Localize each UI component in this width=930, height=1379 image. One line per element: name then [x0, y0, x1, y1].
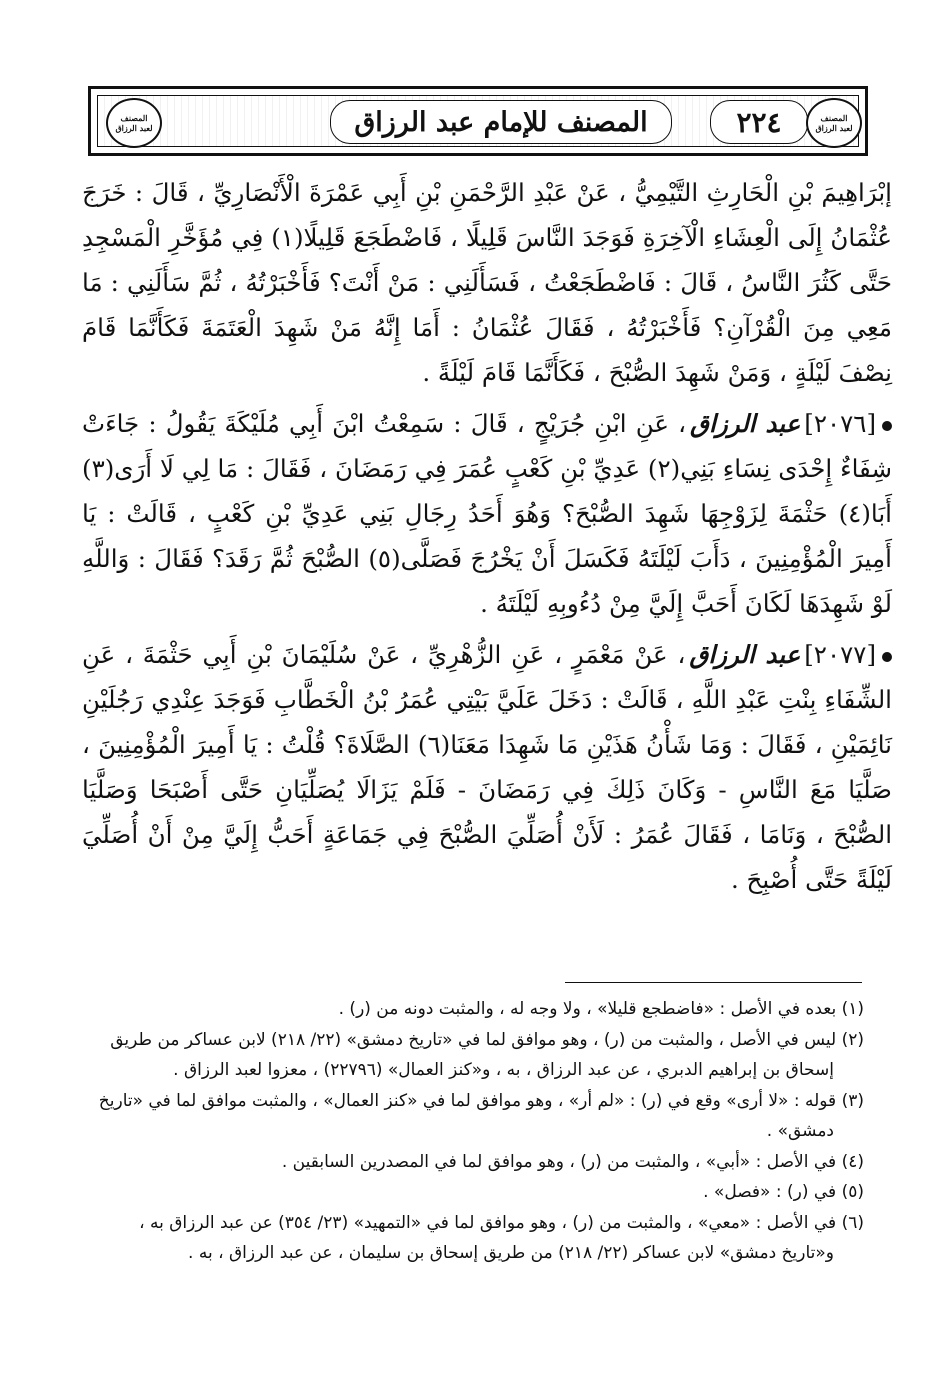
running-title: المصنف للإمام عبد الرزاق — [330, 100, 672, 144]
hadith-continuation: إبْرَاهِيمَ بْنِ الْحَارِثِ التَّيْمِيُّ ، عَنْ عَبْدِ الرَّحْمَنِ بْنِ أَبِي عَمْرَةَ الْأَنْصَارِيِّ ، قَالَ : خَرَجَ عُثْمَانُ إِلَى الْعِشَاءِ الْآخِرَةِ فَوَجَدَ النَّاسَ قَلِيلًا ، فَاضْطَجَعَ قَلِيلًا(١) فِي مُؤَخَّرِ الْمَسْجِدِ حَتَّى كَثُرَ النَّاسُ ، قَالَ : فَاضْطَجَعْتُ ، فَسَأَلَنِي : مَنْ أَنْتَ؟ فَأَخْبَرْتُهُ ، ثُمَّ سَأَلَنِي : مَا مَعِي مِنَ الْقُرْآنِ؟ فَأَخْبَرْتُهُ ، فَقَالَ عُثْمَانُ : أَمَا إِنَّهُ مَنْ شَهِدَ الْعَتَمَةَ فَكَأَنَّمَا قَامَ نِصْفَ لَيْلَةٍ ، وَمَنْ شَهِدَ الصُّبْحَ ، فَكَأَنَّمَا قَامَ لَيْلَةً . — [82, 178, 892, 387]
emblem-text: المصنف لعبد الرزاق — [115, 113, 153, 133]
page-number: ٢٢٤ — [710, 100, 808, 144]
hadith-number: [٢٠٧٦] — [804, 409, 877, 438]
hadith-text: ، عَنِ ابْنِ جُرَيْجٍ ، قَالَ : سَمِعْتُ ابْنَ أَبِي مُلَيْكَةَ يَقُولُ : جَاءَتْ شِفَاءٌ إِحْدَى نِسَاءِ بَنِي(٢) عَدِيِّ بْنِ كَعْبٍ عُمَرَ فِي رَمَضَانَ ، فَقَالَ : مَا لِي لَا أَرَى(٣) أَبَا(٤) حَثْمَةَ لِزَوْجِهَا شَهِدَ الصُّبْحَ؟ وَهُوَ أَحَدُ رِجَالِ بَنِي عَدِيِّ بْنِ كَعْبٍ ، قَالَتْ : يَا أَمِيرَ الْمُؤْمِنِينَ ، دَأَبَ لَيْلَتَهُ فَكَسَلَ أَنْ يَخْرُجَ فَصَلَّى(٥) الصُّبْحَ ثُمَّ رَقَدَ؟ فَقَالَ : وَاللَّهِ لَوْ شَهِدَهَا لَكَانَ أَحَبَّ إِلَيَّ مِنْ دُءُوبِهِ لَيْلَتَهُ . — [82, 409, 892, 618]
footnote-separator — [565, 982, 862, 983]
footnote-3: (٣) قوله : «لا أرى» وقع في (ر) : «لم أر» ، وهو موافق لما في «كنز العمال» ، والمثبت موافق لما في «تاريخ — [98, 1090, 864, 1111]
narrator-name: عبد الرزاق — [690, 409, 801, 438]
emblem-text: المصنف لعبد الرزاق — [815, 113, 853, 133]
bullet-icon — [882, 652, 892, 662]
hadith-text: ، عَنْ مَعْمَرٍ ، عَنِ الزُّهْرِيِّ ، عَنْ سُلَيْمَانَ بْنِ أَبِي حَثْمَةَ ، عَنِ الشِّفَاءِ بِنْتِ عَبْدِ اللَّهِ ، قَالَتْ : دَخَلَ عَلَيَّ بَيْتِي عُمَرُ بْنُ الْخَطَّابِ فَوَجَدَ عِنْدِي رَجُلَيْنِ نَائِمَيْنِ ، فَقَالَ : وَمَا شَأْنُ هَذَيْنِ مَا شَهِدَا مَعَنَا(٦) الصَّلَاةَ؟ قُلْتُ : يَا أَمِيرَ الْمُؤْمِنِينَ ، صَلَّيَا مَعَ النَّاسِ - وَكَانَ ذَلِكَ فِي رَمَضَانَ - فَلَمْ يَزَالَا يُصَلِّيَانِ حَتَّى أَصْبَحَا وَصَلَّيَا الصُّبْحَ ، وَنَامَا ، فَقَالَ عُمَرُ : لَأَنْ أُصَلِّيَ الصُّبْحَ فِي جَمَاعَةٍ أَحَبُّ إِلَيَّ مِنْ أَنْ أُصَلِّيَ لَيْلَةً حَتَّى أُصْبِحَ . — [82, 640, 892, 894]
footnote-1: (١) بعده في الأصل : «فاضطجع قليلا» ، ولا وجه له ، والمثبت دونه من (ر) . — [338, 999, 864, 1019]
narrator-name: عبد الرزاق — [689, 640, 801, 669]
header-ornament-band — [97, 95, 859, 147]
hadith-entry-2077 — [82, 632, 892, 902]
footnote-4: (٤) في الأصل : «أبي» ، والمثبت من (ر) ، وهو موافق لما في المصدرين السابقين . — [281, 1151, 864, 1172]
footnote-3-continued: دمشق» . — [766, 1121, 834, 1141]
footnote-5: (٥) في (ر) : «فصل» . — [703, 1182, 864, 1202]
page-header — [88, 86, 868, 156]
bullet-icon — [882, 421, 892, 431]
hadith-number: [٢٠٧٧] — [804, 640, 876, 669]
footnotes — [84, 994, 864, 1269]
main-text — [82, 170, 892, 902]
footnote-6-continued: و«تاريخ دمشق» لابن عساكر (٢٢/ ٢١٨) من طريق إسحاق بن سليمان ، عن عبد الرزاق ، به . — [188, 1243, 834, 1263]
hadith-entry-2076 — [82, 401, 892, 626]
footnote-6: (٦) في الأصل : «معي» ، والمثبت من (ر) ، وهو موافق لما في «التمهيد» (٢٣/ ٣٥٤) عن عبد الرزاق به ، — [139, 1212, 864, 1233]
book-emblem-icon — [106, 98, 162, 148]
footnote-2-continued: إسحاق بن إبراهيم الدبري ، عن عبد الرزاق ، به ، و«كنز العمال» (٢٢٧٩٦) ، معزوا لعبد الرزاق . — [173, 1060, 834, 1080]
book-emblem-icon — [806, 98, 862, 148]
footnote-2: (٢) ليس في الأصل ، والمثبت من (ر) ، وهو موافق لما في «تاريخ دمشق» (٢٢/ ٢١٨) لابن عساكر من طريق — [110, 1029, 864, 1050]
